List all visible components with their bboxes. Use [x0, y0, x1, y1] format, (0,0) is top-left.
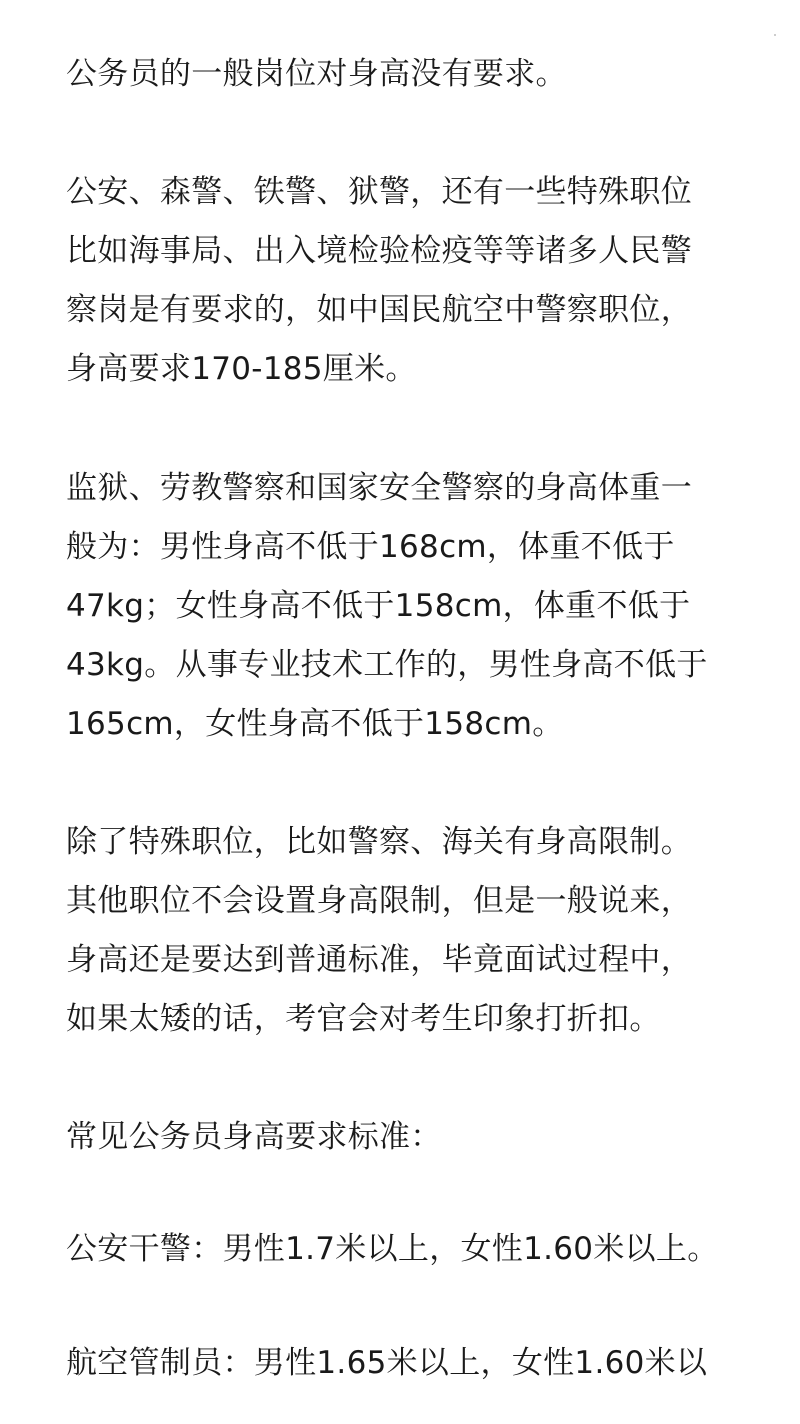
- paragraph-public-security: [66, 1220, 746, 1279]
- paragraph-air-traffic-control: [66, 1334, 746, 1393]
- text-line: 常见公务员身高要求标准：: [66, 1119, 442, 1155]
- text-line: 监狱、劳教警察和国家安全警察的身高体重一: [66, 470, 692, 506]
- text-line: 47kg；女性身高不低于158cm，体重不低于: [66, 588, 691, 624]
- text-line: 165cm，女性身高不低于158cm。: [66, 706, 564, 742]
- paragraph-police-positions: [66, 163, 746, 399]
- paragraph-general-positions: [66, 45, 746, 104]
- text-line: 如果太矮的话，考官会对考生印象打折扣。: [66, 1001, 661, 1037]
- text-line: 除了特殊职位，比如警察、海关有身高限制。: [66, 824, 692, 860]
- text-line: 察岗是有要求的，如中国民航空中警察职位，: [66, 292, 692, 328]
- text-line: 身高还是要达到普通标准，毕竟面试过程中，: [66, 942, 692, 978]
- text-line: 身高要求170-185厘米。: [66, 351, 417, 387]
- text-line: 公安干警：男性1.7米以上，女性1.60米以上。: [66, 1231, 719, 1267]
- text-line: 公务员的一般岗位对身高没有要求。: [66, 56, 567, 92]
- text-line: 公安、森警、铁警、狱警，还有一些特殊职位: [66, 174, 692, 210]
- text-line: 其他职位不会设置身高限制，但是一般说来，: [66, 883, 692, 919]
- paragraph-special-positions: [66, 813, 746, 1049]
- text-line: 比如海事局、出入境检验检疫等等诸多人民警: [66, 233, 692, 269]
- text-line: 航空管制员：男性1.65米以上，女性1.60米以: [66, 1345, 708, 1381]
- corner-mark: [774, 34, 776, 36]
- text-line: 般为：男性身高不低于168cm，体重不低于: [66, 529, 675, 565]
- text-line: 43kg。从事专业技术工作的，男性身高不低于: [66, 647, 708, 683]
- paragraph-standards-heading: [66, 1108, 746, 1167]
- paragraph-prison-security: [66, 459, 746, 754]
